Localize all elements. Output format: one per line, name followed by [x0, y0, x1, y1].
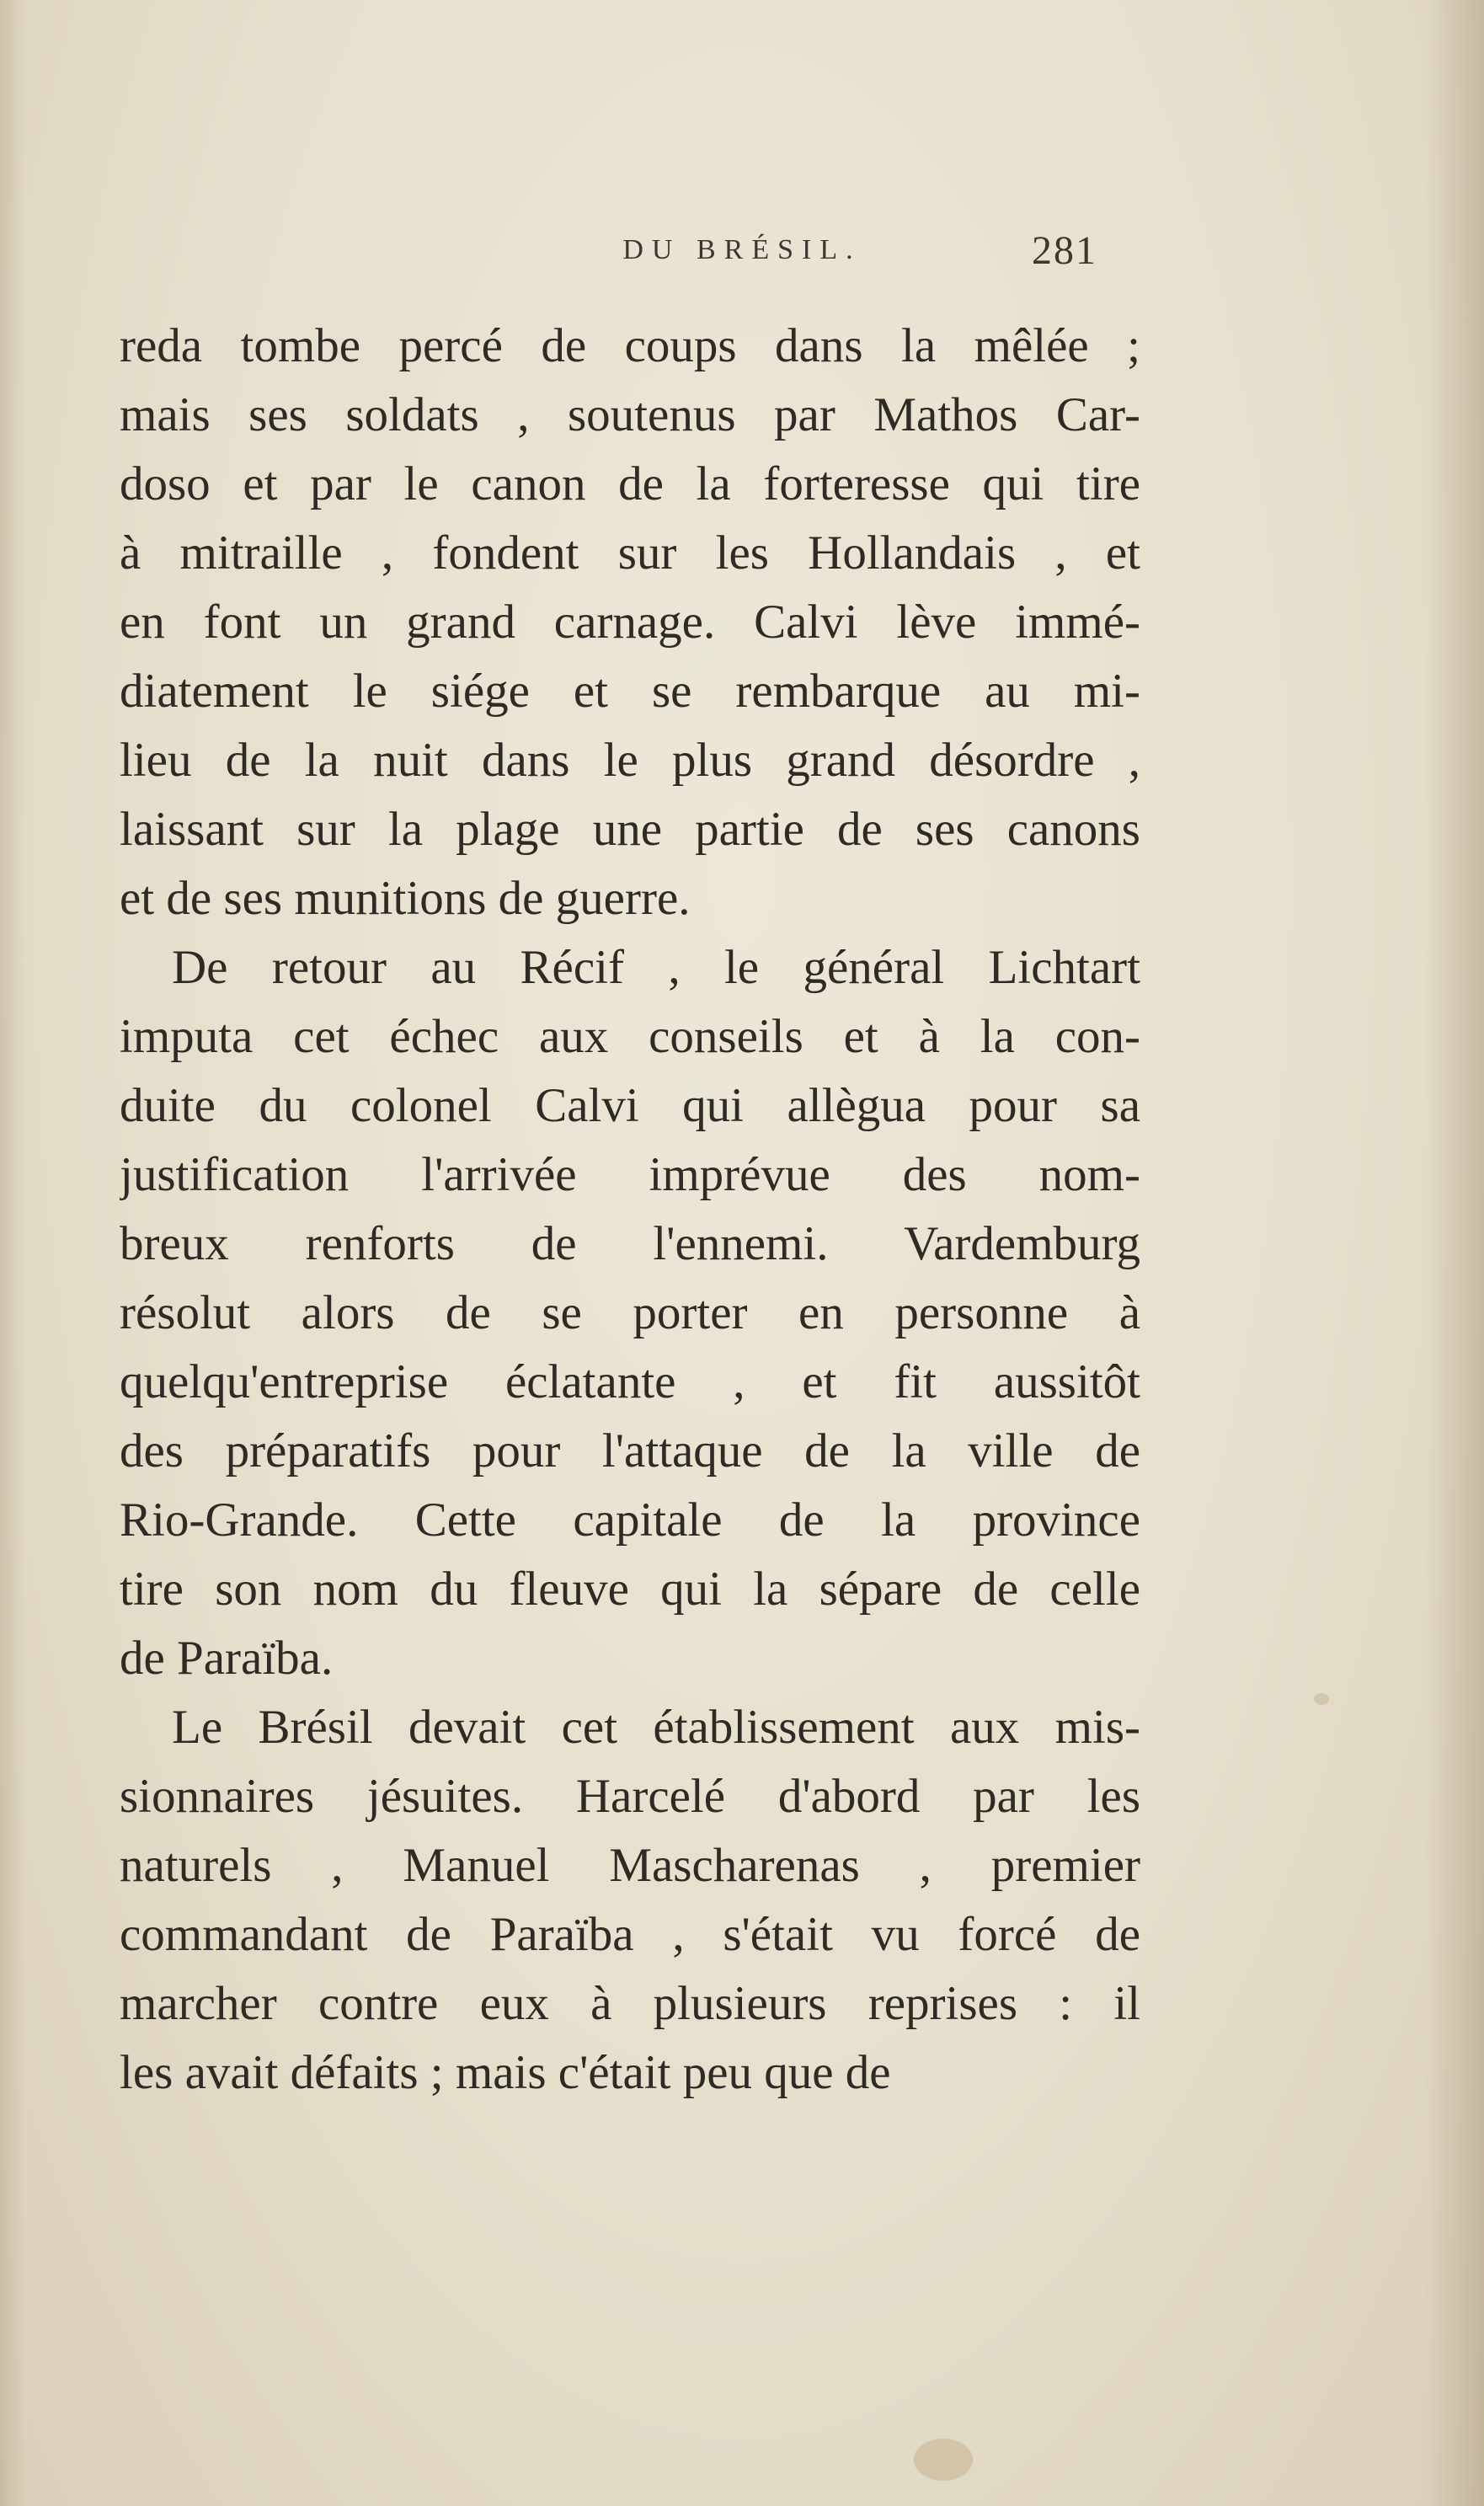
- text-line: justification l'arrivée imprévue des nom-: [120, 1148, 1140, 1201]
- text-line: Rio-Grande. Cette capitale de la province: [120, 1493, 1140, 1547]
- text-line: commandant de Paraïba , s'était vu forcé de: [120, 1908, 1140, 1961]
- text-line: imputa cet échec aux conseils et à la con-: [120, 1010, 1140, 1063]
- text-line: des préparatifs pour l'attaque de la ville de: [120, 1424, 1140, 1477]
- text-line: lieu de la nuit dans le plus grand désordre ,: [120, 734, 1140, 787]
- text-line: sionnaires jésuites. Harcelé d'abord par les: [120, 1770, 1140, 1823]
- page-edge-right: [1425, 0, 1484, 2506]
- text-line: à mitraille , fondent sur les Hollandais , et: [120, 526, 1140, 580]
- text-line: marcher contre eux à plusieurs reprises : il: [120, 1977, 1140, 2030]
- paragraph: [120, 933, 1140, 1693]
- text-line: mais ses soldats , soutenus par Mathos Car-: [120, 388, 1140, 441]
- text-line: reda tombe percé de coups dans la mêlée ;: [120, 319, 1140, 372]
- text-line: quelqu'entreprise éclatante , et fit aussitôt: [120, 1355, 1140, 1408]
- body-text: [120, 312, 1140, 2108]
- text-line: et de ses munitions de guerre.: [120, 872, 691, 925]
- text-line: les avait défaits ; mais c'était peu que de: [120, 2046, 891, 2099]
- text-line: breux renforts de l'ennemi. Vardemburg: [120, 1217, 1140, 1270]
- page-header: [0, 227, 1484, 286]
- paper-stain: [914, 2439, 973, 2481]
- paragraph: [120, 312, 1140, 933]
- page-edge-left: [0, 0, 25, 2506]
- text-line: résolut alors de se porter en personne à: [120, 1286, 1140, 1339]
- text-line: en font un grand carnage. Calvi lève immé-: [120, 596, 1140, 649]
- text-line: Le Brésil devait cet établissement aux mis-: [172, 1701, 1140, 1754]
- text-line: de Paraïba.: [120, 1632, 334, 1685]
- text-line: tire son nom du fleuve qui la sépare de celle: [120, 1563, 1140, 1616]
- page-number: 281: [1032, 228, 1097, 273]
- text-line: diatement le siége et se rembarque au mi-: [120, 665, 1140, 718]
- text-line: naturels , Manuel Mascharenas , premier: [120, 1839, 1140, 1892]
- text-line: laissant sur la plage une partie de ses canons: [120, 803, 1140, 856]
- paragraph: [120, 1693, 1140, 2108]
- text-line: duite du colonel Calvi qui allègua pour sa: [120, 1079, 1140, 1132]
- paper-stain: [1314, 1693, 1329, 1705]
- text-line: doso et par le canon de la forteresse qui tire: [120, 457, 1140, 510]
- text-line: De retour au Récif , le général Lichtart: [172, 941, 1140, 994]
- running-head: DU BRÉSIL.: [622, 234, 862, 265]
